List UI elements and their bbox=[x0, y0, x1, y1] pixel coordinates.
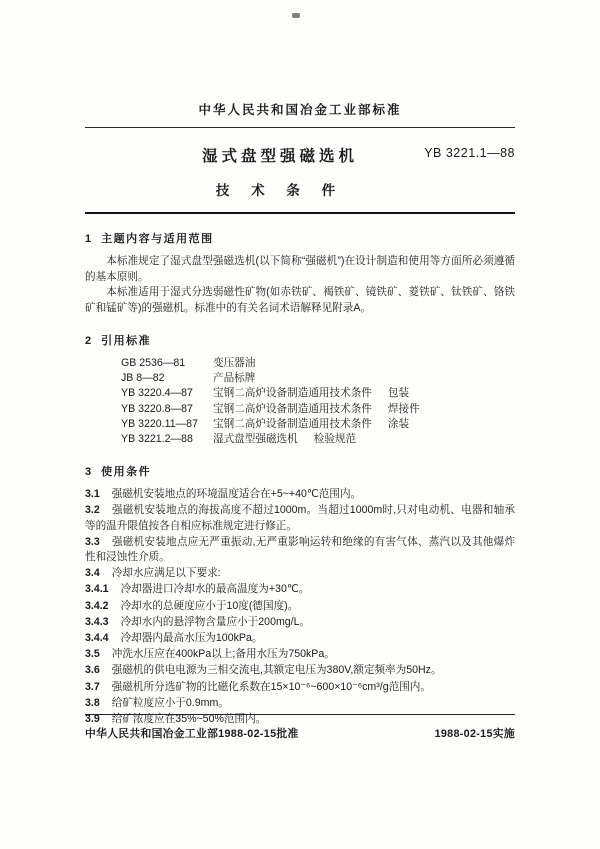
condition-item bbox=[85, 599, 515, 614]
item-text: 强磁机安装地点应无严重振动,无严重影响运转和绝缘的有害气体、蒸汽以及其他爆炸性和浸蚀性介质。 bbox=[85, 535, 515, 564]
condition-item bbox=[85, 680, 515, 695]
item-text: 强磁机所分选矿物的比磁化系数在15×10⁻⁶~600×10⁻⁶cm³/g范围内。 bbox=[111, 680, 431, 693]
item-text: 冲洗水压应在400kPa以上;备用水压为750kPa。 bbox=[111, 648, 335, 661]
reference-list bbox=[121, 356, 515, 447]
section-title: 引用标准 bbox=[101, 335, 152, 347]
item-text: 给矿粒度应小于0.9mm。 bbox=[111, 696, 229, 709]
condition-item bbox=[85, 487, 515, 502]
item-number: 3.5 bbox=[85, 648, 100, 661]
section-title: 使用条件 bbox=[101, 466, 152, 479]
reference-item bbox=[121, 402, 515, 417]
paragraph: 本标准适用于湿式分选弱磁性矿物(如赤铁矿、褐铁矿、镜铁矿、菱铁矿、钛铁矿、铬铁矿和锰矿等)的强磁机。标准中的有关名词术语解释见附录A。 bbox=[85, 286, 515, 314]
condition-item bbox=[85, 566, 515, 581]
title-block bbox=[85, 130, 515, 199]
item-number: 3.1 bbox=[85, 488, 100, 501]
item-number: 3.8 bbox=[85, 696, 100, 709]
item-number: 3.4.4 bbox=[85, 632, 109, 645]
reference-name: 宝钢二高炉设备制造通用技术条件 bbox=[213, 387, 372, 400]
reference-code: YB 3221.2—88 bbox=[121, 433, 193, 446]
implementation-date: 1988-02-15实施 bbox=[434, 728, 515, 740]
reference-name: 湿式盘型强磁选机 bbox=[213, 433, 298, 446]
item-number: 3.9 bbox=[85, 713, 100, 726]
reference-item bbox=[121, 432, 515, 447]
reference-part: 包装 bbox=[387, 387, 410, 400]
item-number: 3.4.1 bbox=[85, 583, 109, 596]
item-number: 3.4.2 bbox=[85, 599, 109, 612]
reference-part: 焊接件 bbox=[387, 402, 420, 415]
section-number: 3 bbox=[85, 466, 92, 479]
condition-item bbox=[85, 663, 515, 678]
item-number: 3.6 bbox=[85, 664, 100, 677]
item-number: 3.4 bbox=[85, 567, 100, 580]
section-number: 2 bbox=[85, 335, 92, 347]
item-text: 冷却器进口冷却水的最高温度为+30℃。 bbox=[120, 583, 310, 596]
condition-item bbox=[85, 582, 515, 597]
approval-note: 中华人民共和国冶金工业部1988-02-15批准 bbox=[85, 728, 299, 740]
document-title: 湿式盘型强磁选机 bbox=[201, 148, 358, 165]
reference-item bbox=[121, 356, 515, 371]
item-number: 3.3 bbox=[85, 535, 100, 548]
item-text: 强磁机安装地点的环境温度适合在+5~+40℃范围内。 bbox=[111, 488, 362, 501]
item-text: 冷却水应满足以下要求: bbox=[111, 567, 221, 580]
condition-item bbox=[85, 615, 515, 630]
condition-item bbox=[85, 535, 515, 565]
footer bbox=[85, 714, 515, 741]
reference-part: 涂装 bbox=[387, 417, 410, 430]
standard-number: YB 3221.1—88 bbox=[424, 146, 515, 160]
title-rule bbox=[85, 212, 515, 214]
header-rule bbox=[85, 127, 515, 128]
section-heading bbox=[85, 332, 515, 348]
condition-item bbox=[85, 631, 515, 646]
reference-part: 检验规范 bbox=[313, 433, 357, 446]
reference-code: YB 3220.4—87 bbox=[121, 387, 193, 400]
section-heading bbox=[85, 463, 515, 479]
reference-item bbox=[121, 417, 515, 432]
reference-name: 变压器油 bbox=[213, 357, 256, 369]
title-wrap bbox=[85, 130, 515, 199]
reference-code: YB 3220.8—87 bbox=[121, 402, 193, 415]
reference-item bbox=[121, 371, 515, 386]
item-text: 给矿浓度应在35%~50%范围内。 bbox=[111, 713, 267, 726]
document-subtitle: 技 术 条 件 bbox=[215, 183, 345, 198]
item-number: 3.4.3 bbox=[85, 615, 109, 628]
section-title: 主题内容与适用范围 bbox=[101, 233, 214, 245]
section-scope bbox=[85, 230, 515, 316]
reference-name: 产品标牌 bbox=[213, 372, 256, 385]
item-text: 冷却水的总硬度应小于10度(德国度)。 bbox=[120, 599, 299, 612]
condition-item bbox=[85, 503, 515, 533]
condition-item bbox=[85, 696, 515, 711]
condition-item bbox=[85, 647, 515, 662]
item-text: 冷却器内最高水压为100kPa。 bbox=[120, 632, 263, 645]
section-heading bbox=[85, 230, 515, 246]
reference-name: 宝钢二高炉设备制造通用技术条件 bbox=[213, 417, 372, 430]
scan-artifact bbox=[292, 13, 300, 18]
reference-item bbox=[121, 386, 515, 401]
item-text: 强磁机的供电电源为三相交流电,其额定电压为380V,额定频率为50Hz。 bbox=[111, 664, 442, 677]
item-text: 冷却水内的悬浮物含量应小于200mg/L。 bbox=[120, 615, 311, 628]
reference-code: YB 3220.11—87 bbox=[121, 417, 198, 430]
reference-code: JB 8—82 bbox=[121, 372, 165, 385]
item-number: 3.2 bbox=[85, 504, 100, 517]
paragraph: 本标准规定了湿式盘型强磁选机(以下简称“强磁机”)在设计制造和使用等方面所必须遵循的基本原则。 bbox=[85, 255, 515, 283]
standard-org-title: 中华人民共和国冶金工业部标准 bbox=[198, 103, 402, 117]
section-conditions bbox=[85, 463, 515, 727]
item-number: 3.7 bbox=[85, 680, 100, 693]
reference-name: 宝钢二高炉设备制造通用技术条件 bbox=[213, 402, 372, 415]
reference-code: GB 2536—81 bbox=[121, 357, 186, 369]
section-number: 1 bbox=[85, 233, 92, 245]
section-references bbox=[85, 332, 515, 447]
item-text: 强磁机安装地点的海拔高度不超过1000m。当超过1000m时,只对电动机、电器和轴承等的温升限值按各自相应标准规定进行修正。 bbox=[85, 504, 515, 532]
